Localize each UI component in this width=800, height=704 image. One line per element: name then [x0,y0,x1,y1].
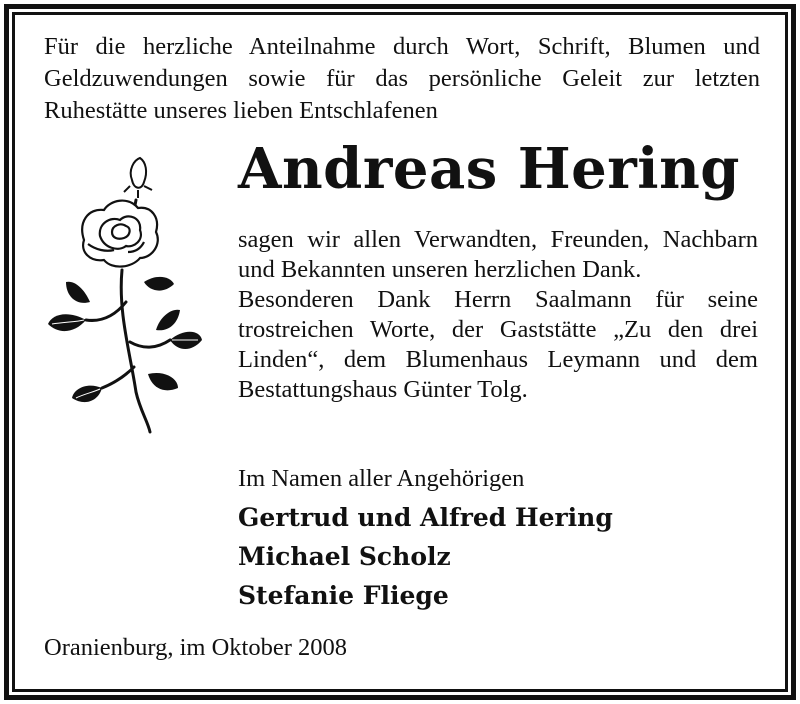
rose-icon [44,152,204,442]
mourner-name: Stefanie Fliege [238,581,449,610]
deceased-name: Andreas Hering [238,136,740,202]
intro-text: Für die herzliche Anteilnahme durch Wort, Schrift, Blumen und Geldzuwendungen sowie für das persönliche Geleit zur letzten Ruhestätte unseres lieben Entschlafenen [44,33,760,124]
thanks-paragraph-general: sagen wir allen Verwandten, Freunden, Nachbarn und Bekannten unseren herzlichen Dank. [238,226,758,283]
signoff-line: Im Namen aller Angehörigen [238,465,525,492]
mourner-name: Gertrud und Alfred Hering [238,503,613,532]
thanks-text [238,225,758,405]
mourner-name: Michael Scholz [238,542,451,571]
thanks-paragraph-special: Besonderen Dank Herrn Saalmann für seine trostreichen Worte, der Gaststätte „Zu den drei Linden“, dem Blumenhaus Leymann und dem Bestattungshaus Günter Tolg. [238,286,758,403]
mourners-list [238,498,613,615]
place-date: Oranienburg, im Oktober 2008 [44,634,348,661]
